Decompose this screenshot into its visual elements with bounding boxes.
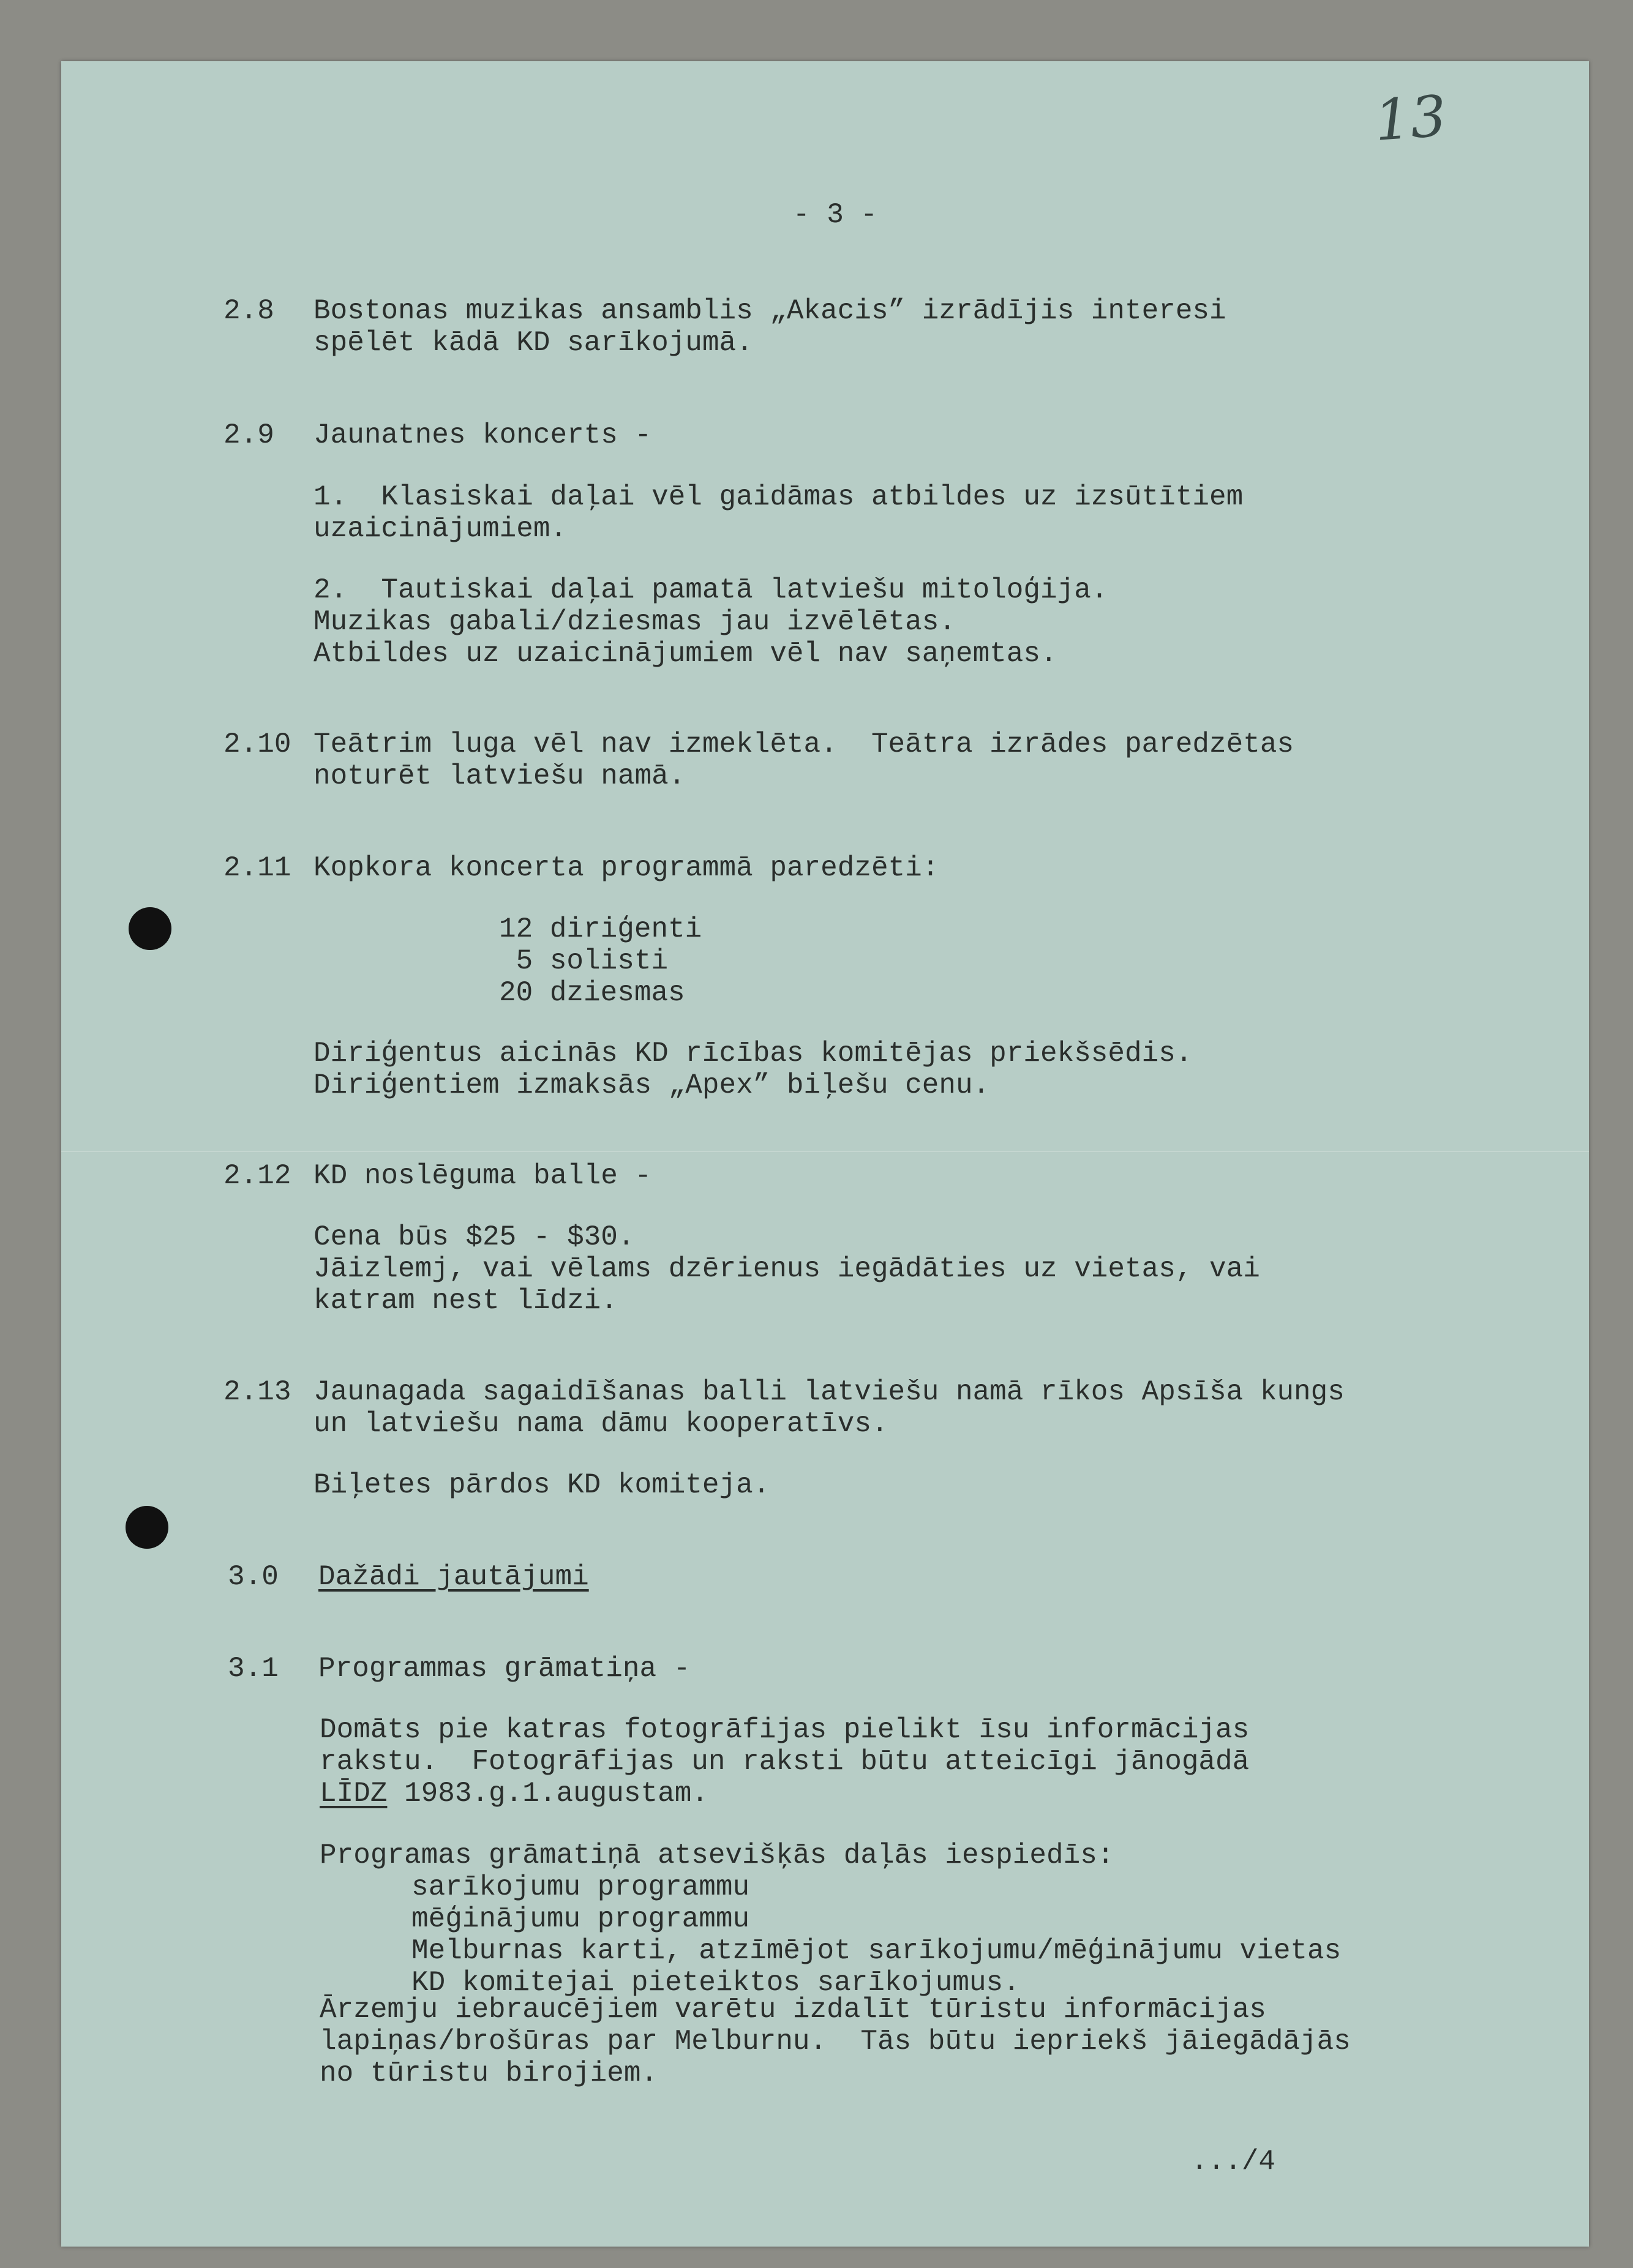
- list-item: 5 solisti: [499, 945, 669, 977]
- text-line: Cena būs $25 - $30.: [313, 1221, 635, 1253]
- text-line: katram nest līdzi.: [313, 1285, 618, 1317]
- text-line: Programas grāmatiņā atsevišķās daļās iespiedīs:: [320, 1839, 1114, 1871]
- text-line: Atbildes uz uzaicinājumiem vēl nav saņemtas.: [313, 638, 1057, 670]
- punch-hole: [126, 1506, 168, 1549]
- list-item: 12 diriģenti: [499, 913, 702, 945]
- section-number: 3.1: [228, 1653, 279, 1685]
- section-heading: Kopkora koncerta programmā paredzēti:: [313, 852, 939, 884]
- lidz-underlined: LĪDZ: [320, 1778, 388, 1810]
- text-line: Domāts pie katras fotogrāfijas pielikt īsu informācijas: [320, 1714, 1250, 1746]
- section-number: 2.12: [223, 1160, 291, 1192]
- text-line: spēlēt kādā KD sarīkojumā.: [313, 327, 753, 359]
- section-number: 3.0: [228, 1561, 279, 1593]
- page-number: - 3 -: [793, 199, 878, 231]
- document-page: [61, 61, 1589, 2247]
- text-line: Biļetes pārdos KD komiteja.: [313, 1469, 770, 1501]
- section-heading: Programmas grāmatiņa -: [318, 1653, 691, 1685]
- list-item: KD komitejai pieteiktos sarīkojumus.: [411, 1967, 1020, 1999]
- section-heading: KD noslēguma balle -: [313, 1160, 652, 1192]
- text-line: no tūristu birojiem.: [320, 2057, 658, 2089]
- section-number: 2.11: [223, 852, 291, 884]
- text-line: noturēt latviešu namā.: [313, 760, 686, 792]
- continuation-marker: .../4: [1191, 2146, 1276, 2177]
- text-line: Jāizlemj, vai vēlams dzērienus iegādāties uz vietas, vai: [313, 1253, 1260, 1285]
- text-line: lapiņas/brošūras par Melburnu. Tās būtu iepriekš jāiegādājās: [320, 2026, 1351, 2057]
- text-line: 1. Klasiskai daļai vēl gaidāmas atbildes uz izsūtītiem: [313, 481, 1244, 513]
- list-item: sarīkojumu programmu: [411, 1871, 750, 1903]
- list-item: mēģinājumu programmu: [411, 1903, 750, 1935]
- section-number: 2.13: [223, 1376, 291, 1408]
- section-heading: Dažādi jautājumi: [318, 1561, 589, 1593]
- text-line: 2. Tautiskai daļai pamatā latviešu mitoloģija.: [313, 574, 1108, 606]
- text-line: Diriģentus aicinās KD rīcības komitējas priekšsēdis.: [313, 1038, 1193, 1069]
- text-line: Ārzemju iebraucējiem varētu izdalīt tūristu informācijas: [320, 1994, 1266, 2026]
- list-item: Melburnas karti, atzīmējot sarīkojumu/mēģinājumu vietas: [411, 1935, 1342, 1967]
- text-line: uzaicinājumiem.: [313, 513, 568, 545]
- date-text: 1983.g.1.augustam.: [387, 1778, 708, 1810]
- list-item: 20 dziesmas: [499, 977, 685, 1009]
- section-number: 2.8: [223, 295, 274, 327]
- paper-fold: [61, 1151, 1589, 1152]
- text-line: Muzikas gabali/dziesmas jau izvēlētas.: [313, 606, 956, 638]
- text-line: Jaunagada sagaidīšanas balli latviešu namā rīkos Apsīša kungs: [313, 1376, 1345, 1408]
- text-line: Teātrim luga vēl nav izmeklēta. Teātra izrādes paredzētas: [313, 728, 1294, 760]
- section-number: 2.9: [223, 419, 274, 451]
- text-line: rakstu. Fotogrāfijas un raksti būtu atteicīgi jānogādā: [320, 1746, 1250, 1778]
- punch-hole: [129, 907, 171, 950]
- handwritten-page-number: 13: [1372, 83, 1449, 154]
- text-line: [320, 1778, 708, 1810]
- section-heading: Jaunatnes koncerts -: [313, 419, 652, 451]
- text-line: Diriģentiem izmaksās „Apex” biļešu cenu.: [313, 1069, 990, 1101]
- section-number: 2.10: [223, 728, 291, 760]
- text-line: Bostonas muzikas ansamblis „Akacis” izrādījis interesi: [313, 295, 1226, 327]
- text-line: un latviešu nama dāmu kooperatīvs.: [313, 1408, 888, 1440]
